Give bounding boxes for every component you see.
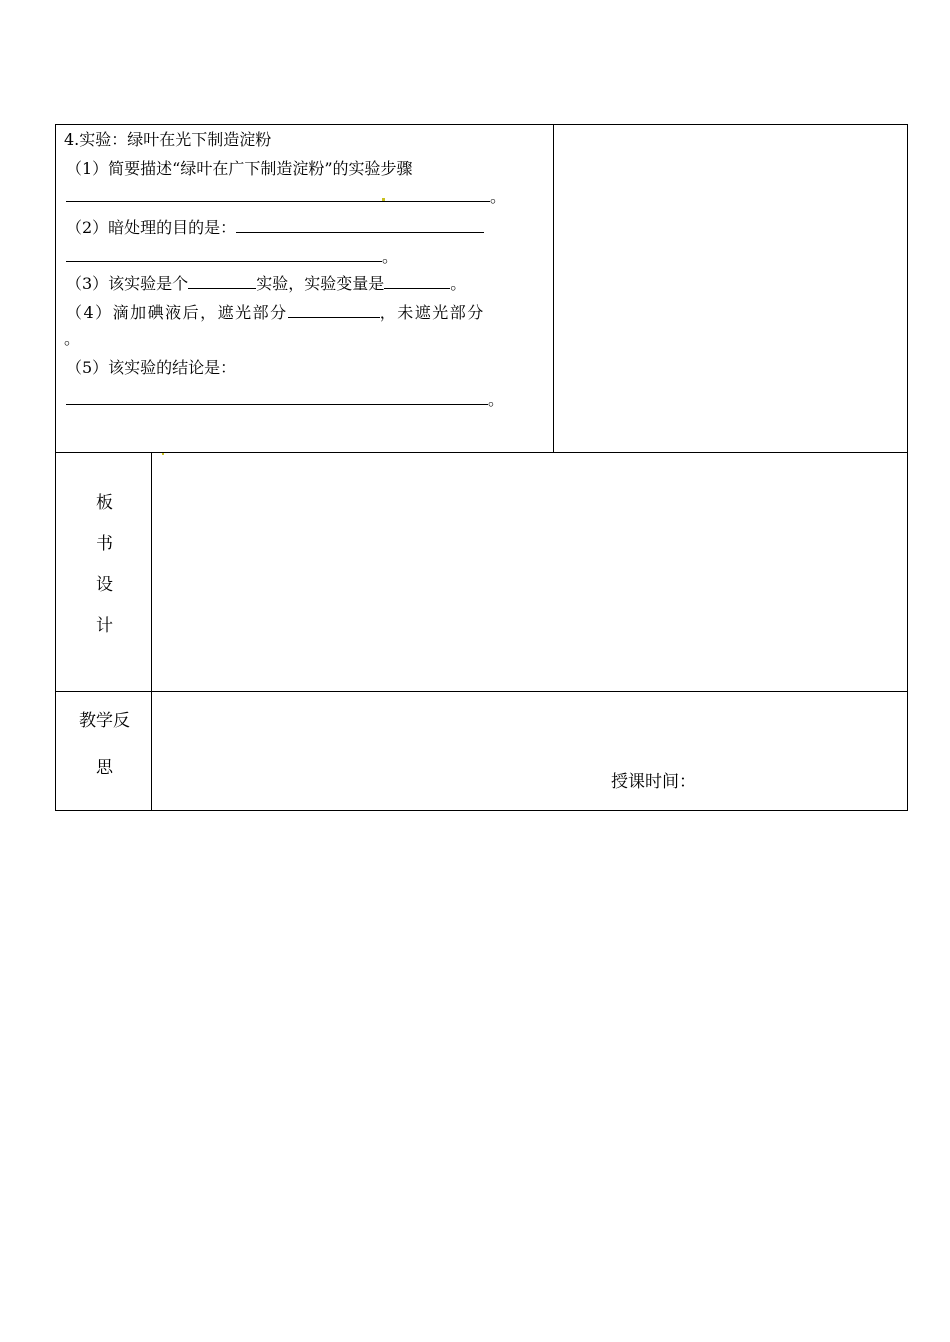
answer-blank-2a[interactable]	[236, 216, 484, 233]
question-2-text: （2）暗处理的目的是：	[66, 218, 237, 237]
question-2-period: 。	[382, 247, 399, 266]
notes-cell[interactable]	[553, 124, 908, 453]
board-design-char-4: 计	[96, 616, 113, 636]
question-1: （1）简要描述“绿叶在广下制造淀粉”的实验步骤	[66, 159, 413, 178]
board-design-char-3: 设	[96, 575, 113, 595]
reflection-label-cell	[55, 691, 152, 811]
reflection-label-line-2: 思	[96, 758, 113, 778]
answer-blank-4[interactable]	[288, 301, 380, 318]
board-design-char-2: 书	[96, 534, 113, 554]
answer-blank-2b[interactable]	[66, 245, 382, 262]
question-5-period: 。	[488, 390, 505, 409]
class-time-label: 授课时间：	[611, 772, 696, 792]
answer-blank-1[interactable]	[66, 185, 490, 202]
question-2-answer-line	[66, 245, 398, 267]
lesson-plan-table	[55, 124, 908, 811]
question-5: （5）该实验的结论是：	[66, 358, 237, 377]
board-design-char-1: 板	[96, 493, 113, 513]
question-4	[66, 301, 485, 323]
answer-blank-3a[interactable]	[188, 272, 256, 289]
experiment-title: 4.实验：绿叶在光下制造淀粉	[64, 130, 272, 149]
stray-dot	[382, 198, 385, 201]
reflection-content-cell[interactable]	[151, 691, 908, 811]
reflection-label-line-1: 教学反	[79, 711, 130, 731]
question-2	[66, 216, 484, 238]
board-design-label-cell	[55, 452, 152, 692]
question-3-text-a: （3）该实验是个	[66, 274, 189, 293]
question-1-answer-line	[66, 185, 506, 207]
question-3-period: 。	[450, 274, 467, 293]
question-3-text-b: 实验，实验变量是	[256, 274, 385, 293]
question-4-period: 。	[64, 329, 81, 348]
question-4-text-b: ，未遮光部分	[379, 303, 485, 322]
board-design-content-cell[interactable]	[151, 452, 908, 692]
question-5-answer-line	[66, 388, 504, 410]
experiment-cell	[55, 124, 554, 453]
stray-dot-2	[162, 453, 164, 455]
question-3	[66, 272, 466, 294]
answer-blank-5[interactable]	[66, 388, 488, 405]
question-4-text-a: （4）滴加碘液后，遮光部分	[66, 303, 288, 322]
answer-blank-3b[interactable]	[384, 272, 450, 289]
question-1-period: 。	[490, 187, 507, 206]
